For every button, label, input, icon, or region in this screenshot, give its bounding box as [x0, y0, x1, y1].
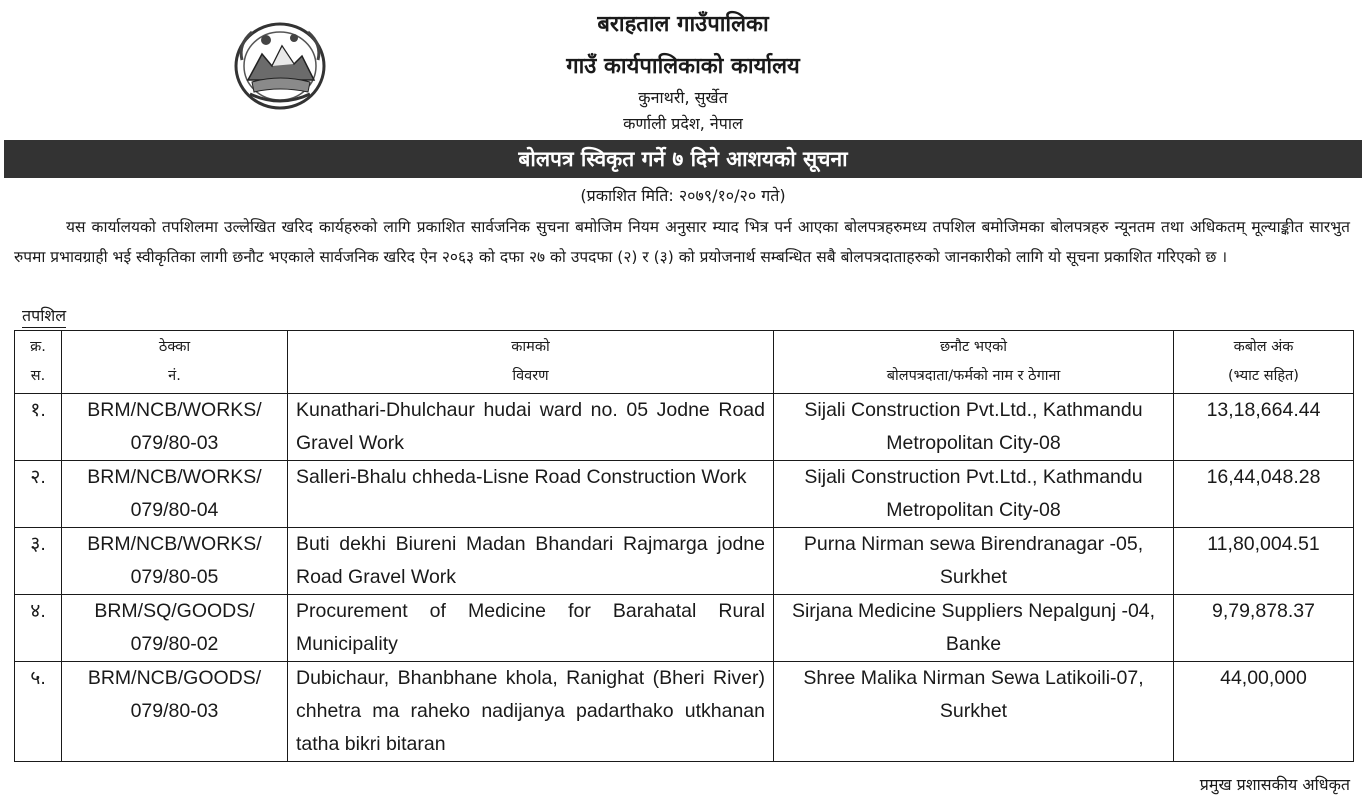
row-amount: 44,00,000	[1174, 662, 1354, 762]
notice-body: यस कार्यालयको तपशिलमा उल्लेखित खरिद कार्यहरुको लागि प्रकाशित सार्वजनिक सुचना बमोजिम नियम अनुसार म्याद भित्र पर्न आएका बोलपत्रहरुमध्य तपशिल बमोजिमका बोलपत्रहरु न्यूनतम तथा अधिकतम् मूल्याङ्कीत सारभुत रुपमा प्रभावग्राही भई स्वीकृतिका लागी छनौट भएकाले सार्वजनिक खरिद ऐन २०६३ को दफा २७ को उपदफा (२) र (३) को प्रयोजनार्थ सम्बन्धित सबै बोलपत्रदाताहरुको जानकारीको लागि यो सूचना प्रकाशित गरिएको छ ।	[14, 218, 1350, 266]
row-amount: 9,79,878.37	[1174, 595, 1354, 662]
header-amount-line1: कबोल अंक	[1233, 339, 1294, 355]
signatory-title: प्रमुख प्रशासकीय अधिकृत	[1199, 775, 1350, 794]
address-line-2: कर्णाली प्रदेश, नेपाल	[623, 114, 743, 133]
published-date: (प्रकाशित मिति: २०७९/१०/२० गते)	[580, 186, 786, 205]
row-ref-line2: 079/80-03	[130, 700, 219, 722]
notice-title: बोलपत्र स्विकृत गर्ने ७ दिने आशयको सूचना	[4, 140, 1362, 178]
header-desc-line1: कामको	[511, 339, 550, 355]
row-description: Buti dekhi Biureni Madan Bhandari Rajmarga jodne Road Gravel Work	[288, 528, 774, 595]
row-amount: 11,80,004.51	[1174, 528, 1354, 595]
row-bidder: Sijali Construction Pvt.Ltd., Kathmandu Metropolitan City-08	[774, 461, 1174, 528]
header-ref-line1: ठेक्का	[158, 339, 191, 355]
header-amount	[1174, 331, 1354, 394]
row-ref-line2: 079/80-03	[130, 432, 219, 454]
row-description: Procurement of Medicine for Barahatal Rural Municipality	[288, 595, 774, 662]
row-sn: २.	[15, 461, 62, 528]
row-ref-line1: BRM/NCB/WORKS/	[87, 399, 262, 421]
row-description: Salleri-Bhalu chheda-Lisne Road Construction Work	[288, 461, 774, 528]
row-description: Kunathari-Dhulchaur hudai ward no. 05 Jodne Road Gravel Work	[288, 394, 774, 461]
header-ref	[62, 331, 288, 394]
row-amount: 16,44,048.28	[1174, 461, 1354, 528]
row-ref-line1: BRM/NCB/WORKS/	[87, 466, 262, 488]
row-ref	[62, 394, 288, 461]
office-name: गाउँ कार्यपालिकाको कार्यालय	[566, 54, 800, 79]
row-ref	[62, 461, 288, 528]
row-sn: ४.	[15, 595, 62, 662]
org-name: बराहताल गाउँपालिका	[597, 12, 769, 37]
schedule-label: तपशिल	[22, 304, 66, 328]
table-row	[15, 528, 1354, 595]
table-header-row	[15, 331, 1354, 394]
header-ref-line2: नं.	[168, 368, 181, 384]
row-ref	[62, 662, 288, 762]
header-amount-line2: (भ्याट सहित)	[1228, 368, 1299, 384]
row-ref-line1: BRM/NCB/WORKS/	[87, 533, 262, 555]
table-row	[15, 461, 1354, 528]
table-row	[15, 662, 1354, 762]
row-ref-line1: BRM/NCB/GOODS/	[87, 667, 262, 689]
row-ref	[62, 595, 288, 662]
row-bidder: Shree Malika Nirman Sewa Latikoili-07, Surkhet	[774, 662, 1174, 762]
header-bidder	[774, 331, 1174, 394]
row-bidder: Purna Nirman sewa Birendranagar -05, Surkhet	[774, 528, 1174, 595]
header-sn-line2: स.	[30, 368, 46, 384]
row-sn: ३.	[15, 528, 62, 595]
row-ref-line1: BRM/SQ/GOODS/	[94, 600, 255, 622]
award-table	[14, 330, 1354, 762]
header-desc-line2: विवरण	[512, 368, 549, 384]
row-ref-line2: 079/80-02	[130, 633, 219, 655]
row-ref-line2: 079/80-04	[130, 499, 219, 521]
header-sn-line1: क्र.	[30, 339, 46, 355]
header-sn	[15, 331, 62, 394]
table-row	[15, 394, 1354, 461]
address-line-1: कुनाथरी, सुर्खेत	[638, 88, 728, 107]
header-bidder-line2: बोलपत्रदाता/फर्मको नाम र ठेगाना	[886, 368, 1061, 384]
row-ref-line2: 079/80-05	[130, 566, 219, 588]
row-ref	[62, 528, 288, 595]
table-row	[15, 595, 1354, 662]
row-bidder: Sijali Construction Pvt.Ltd., Kathmandu Metropolitan City-08	[774, 394, 1174, 461]
row-sn: ५.	[15, 662, 62, 762]
row-amount: 13,18,664.44	[1174, 394, 1354, 461]
row-description: Dubichaur, Bhanbhane khola, Ranighat (Bheri River) chhetra ma raheko nadijanya padarthako utkhanan tatha bikri bitaran	[288, 662, 774, 762]
row-sn: १.	[15, 394, 62, 461]
header-bidder-line1: छनौट भएको	[940, 339, 1007, 355]
row-bidder: Sirjana Medicine Suppliers Nepalgunj -04, Banke	[774, 595, 1174, 662]
header-description	[288, 331, 774, 394]
